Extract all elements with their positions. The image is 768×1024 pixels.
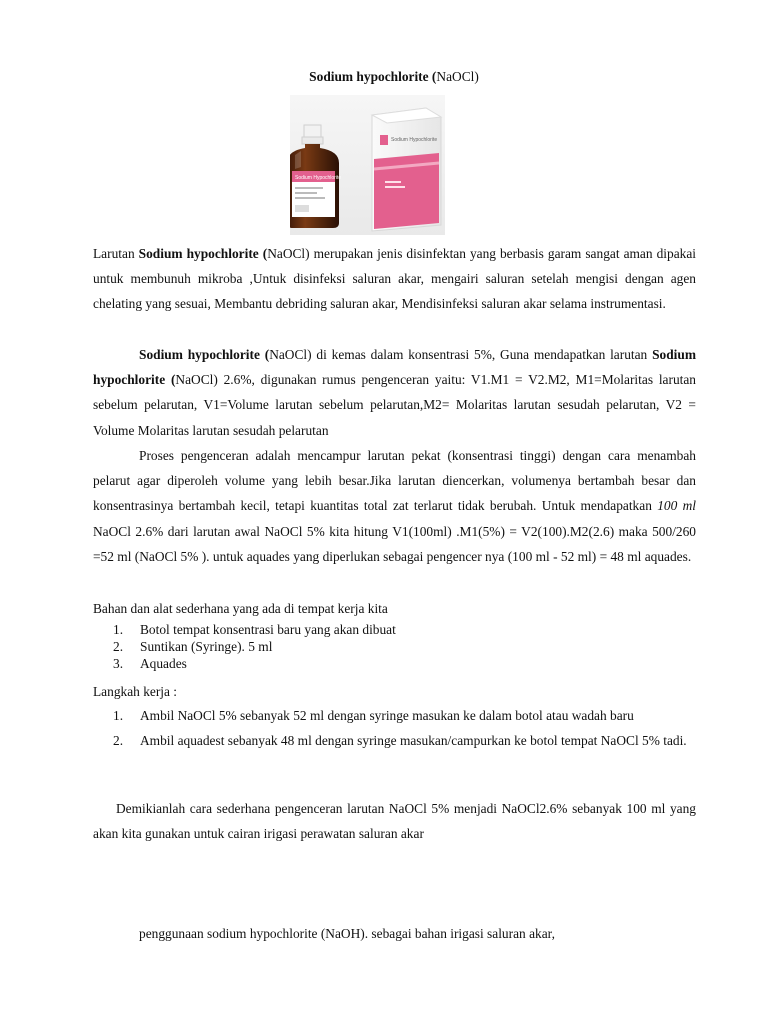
steps-list xyxy=(93,703,696,753)
materials-heading: Bahan dan alat sederhana yang ada di tempat kerja kita xyxy=(93,601,388,616)
product-photo xyxy=(290,95,445,235)
footer-line: penggunaan sodium hypochlorite (NaOH). sebagai bahan irigasi saluran akar, xyxy=(139,926,555,941)
steps-heading: Langkah kerja : xyxy=(93,684,178,699)
list-item: 1. Ambil NaOCl 5% sebanyak 52 ml dengan syringe masukan ke dalam botol atau wadah baru xyxy=(113,708,634,723)
intro-paragraph: Larutan Sodium hypochlorite (NaOCl) merupakan jenis disinfektan yang berbasis garam sangat aman dipakai untuk membunuh mikroba ,Untuk disinfeksi saluran akar, mengairi saluran setelah mengisi dengan agen chelating yang sesuai, Membantu debriding saluran akar, Mendisinfeksi saluran akar selama instrumentasi. xyxy=(93,246,696,312)
page-title: Sodium hypochlorite (NaOCl) xyxy=(309,69,479,84)
list-item: 2. Ambil aquadest sebanyak 48 ml dengan syringe masukan/campurkan ke botol tempat NaOCl 5% tadi. xyxy=(113,733,687,749)
list-item: 2. Suntikan (Syringe). 5 ml xyxy=(113,638,273,654)
conclusion-paragraph: Demikianlah cara sederhana pengenceran larutan NaOCl 5% menjadi NaOCl2.6% sebanyak 100 ml yang akan kita gunakan untuk cairan irigasi perawatan saluran akar xyxy=(93,801,696,842)
box-label-text: Sodium Hypochlorite xyxy=(391,137,438,143)
list-item: 1. Botol tempat konsentrasi baru yang akan dibuat xyxy=(113,622,396,637)
materials-list xyxy=(93,622,696,672)
product-box xyxy=(372,108,441,231)
list-item: 3. Aquades xyxy=(113,655,187,671)
naocl-bottle-and-box-image xyxy=(290,95,445,235)
bottle-label-text: Sodium Hypochlorite xyxy=(295,175,342,181)
dilution-paragraph: Proses pengenceran adalah mencampur larutan pekat (konsentrasi tinggi) dengan cara menambah pelarut agar diperoleh volume yang lebih besar.Jika larutan diencerkan, volumenya bertambah besar dan konsentrasinya bertambah kecil, tetapi kuantitas total zat terlarut tidak berubah. Untuk mendapatkan 100 ml NaOCl 2.6% dari larutan awal NaOCl 5% kita hitung V1(100ml) .M1(5%) = V2(100).M2(2.6) maka 500/260 =52 ml (NaOCl 5% ). untuk aquades yang diperlukan sebagai pengencer nya (100 ml - 52 ml) = 48 ml aquades. xyxy=(93,448,696,564)
concentration-paragraph: Sodium hypochlorite (NaOCl) di kemas dalam konsentrasi 5%, Guna mendapatkan larutan Sodium hypochlorite (NaOCl) 2.6%, digunakan rumus pengenceran yaitu: V1.M1 = V2.M2, M1=Molaritas larutan sebelum pelarutan, V1=Volume larutan sebelum pelarutan,M2= Molaritas larutan sesudah pelarutan, V2 = Volume Molaritas larutan sesudah pelarutan xyxy=(93,347,697,438)
